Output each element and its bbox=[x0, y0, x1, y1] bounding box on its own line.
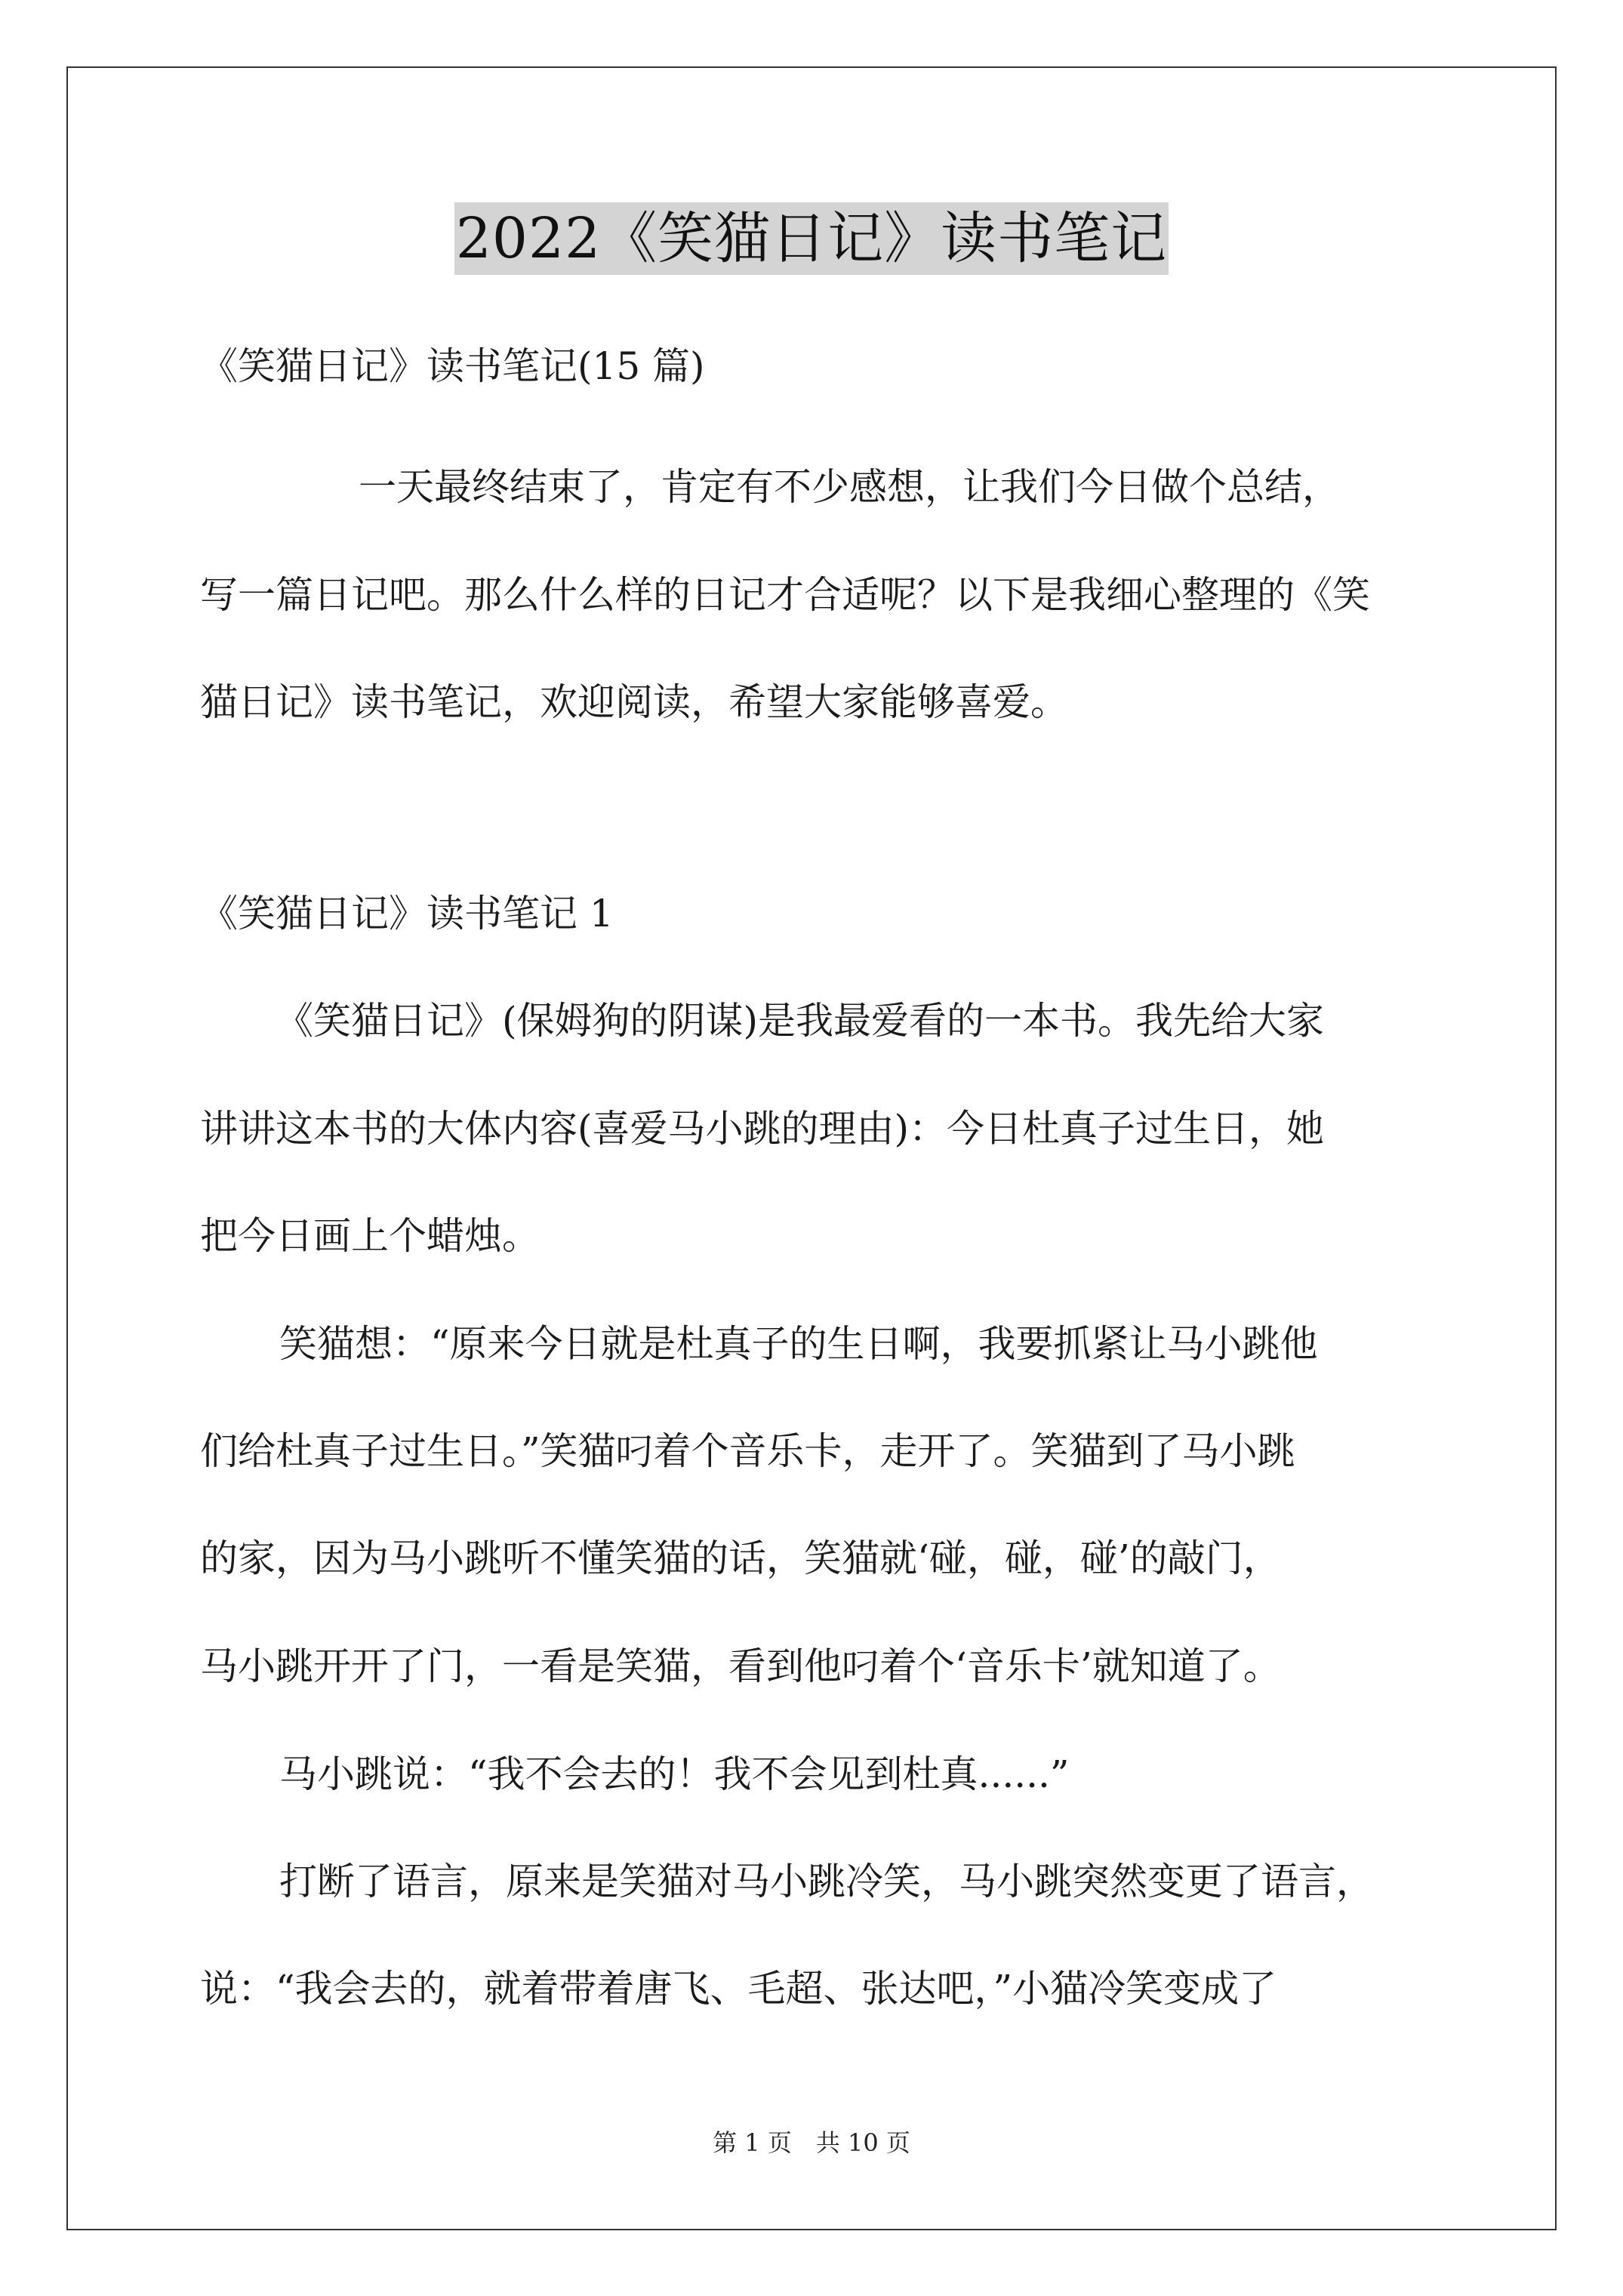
paragraph-line: 讲讲这本书的大体内容(喜爱马小跳的理由)：今日杜真子过生日，她 bbox=[200, 1107, 1325, 1151]
paragraph-line: 们给杜真子过生日。”笑猫叼着个音乐卡，走开了。笑猫到了马小跳 bbox=[200, 1429, 1295, 1473]
paragraph-line: 的家，因为马小跳听不懂笑猫的话，笑猫就‘碰，碰，碰’的敲门， bbox=[200, 1536, 1281, 1580]
document-title: 2022《笑猫日记》读书笔记 bbox=[454, 202, 1169, 275]
intro-line-1: 一天最终结束了，肯定有不少感想，让我们今日做个总结， bbox=[359, 465, 1340, 509]
title-container bbox=[0, 202, 1623, 275]
paragraph-line: 笑猫想：“原来今日就是杜真子的生日啊，我要抓紧让马小跳他 bbox=[279, 1322, 1318, 1366]
section-heading: 《笑猫日记》读书笔记 1 bbox=[200, 892, 614, 935]
paragraph-line: 把今日画上个蜡烛。 bbox=[200, 1214, 540, 1258]
intro-line-2: 写一篇日记吧。那么什么样的日记才合适呢？以下是我细心整理的《笑 bbox=[200, 573, 1370, 617]
paragraph-line: 马小跳开开了门，一看是笑猫，看到他叼着个‘音乐卡’就知道了。 bbox=[200, 1644, 1281, 1688]
paragraph-line: 《笑猫日记》(保姆狗的阴谋)是我最爱看的一本书。我先给大家 bbox=[276, 999, 1325, 1043]
intro-line-3: 猫日记》读书笔记，欢迎阅读，希望大家能够喜爱。 bbox=[200, 680, 1068, 724]
paragraph-line: 马小跳说：“我不会去的！我不会见到杜真......” bbox=[279, 1752, 1070, 1796]
paragraph-line: 打断了语言，原来是笑猫对马小跳冷笑，马小跳突然变更了语言， bbox=[279, 1860, 1374, 1903]
page-number: 第 1 页 共 10 页 bbox=[713, 2128, 910, 2157]
subtitle-line: 《笑猫日记》读书笔记(15 篇) bbox=[200, 344, 705, 388]
paragraph-line: 说：“我会去的，就着带着唐飞、毛超、张达吧，”小猫冷笑变成了 bbox=[200, 1967, 1277, 2011]
